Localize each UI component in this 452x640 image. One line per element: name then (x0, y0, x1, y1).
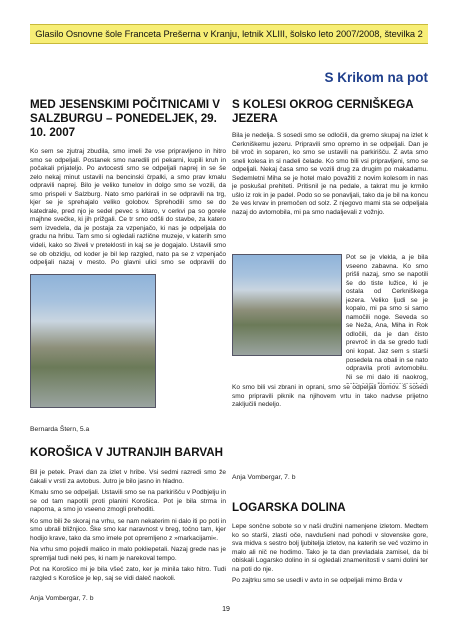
article-title: MED JESENSKIMI POČITNICAMI V SALZBURGU – PONEDELJEK, 29. 10. 2007 (30, 98, 221, 139)
article-korosica (30, 446, 226, 460)
paragraph: Pot na Korošico mi je bila všeč zato, ker je minila tako hitro. Tudi razgled s Korošice je lep, saj se vidi daleč naokoli. (30, 566, 226, 583)
paragraph: Ko sem se zjutraj zbudila, smo imeli že vse pripravljeno in hitro smo se odpeljali. Postanek smo naredili pri pekarni, kupili kruh in počakali prijateljo. Po avtocesti smo se odpeljali naprej in se še zelo nekaj minut ustavili na bencinski črpalki, a smo prav kmalu odpravili naprej. Bilo je veliko tunelov in dolgo smo se vozili, da smo prispeli v Salzburg. Nato smo parkirali in se odpravili na trg, kjer se je sprehajalo veliko golobov. Sprehodili smo se do katedrale, pred njo je sedel pevec s kitaro, v cerkvi pa so gorele majhne svečke, ki jih prižgali. Ce tr smo odšli do stavbe, za katero sem izvedela, da je postaja za vzpenjačo, ki nas je odpeljala do gradu na hribu. Tam smo si ogledali različne muzeje, v katerih smo videli, kako so živeli v preteklosti in kaj se je dogajalo. Ustavili smo se ob obzidju, od koder je bil lep razgled, nato pa se z vzpenjačo odpeljali nazaj v mesto. Po glavni ulici smo se odpravili do (30, 148, 226, 267)
paragraph: Bila je nedelja. S sosedi smo se odločili, da gremo skupaj na izlet k Cerkniškemu jezeru. Pripravili smo opremo in se odpeljali. Dan je bil vroč in soparen, ko smo se ustavili na parkirišču. Z avta smo sneli kolesa in si nadeli čelade. Ko smo bili vsi pripravljeni, smo se odpeljali. Nekaj časa smo se vozili drug za drugim po makadamu. Sedemletni Miha se je hotel malo považiti z novim kolesom in nas je poskušal prehiteti. Pritisnil je na pedale, a takrat mu je krmilo ušlo iz rok in je padel. Podo so se ponavljali, tako da je bil na koncu že ves krvav in premočen od solz. Z njegovo mami sta se odpeljala nazaj do avtomobila, mi pa smo nadaljevali z vožnjo. (232, 132, 428, 216)
paragraph: Ko smo bili vsi zbrani in oprani, smo se odpeljali domov. S sosedi smo pripravili piknik na njihovem vrtu in tako nadvse prijetno zaključili nedeljo. (232, 384, 428, 409)
article-korosica-body (30, 469, 226, 587)
photo-mountain-landscape (30, 274, 156, 408)
author-line: Bernarda Štern, 5.a (30, 426, 90, 433)
author-line: Anja Vombergar, 7. b (30, 595, 94, 602)
paragraph: Bil je petek. Pravi dan za izlet v hribe. Vsi sedmi razredi smo že čakali v vrsti za avtobus. Jutro je bilo jasno in hladno. (30, 469, 226, 485)
section-title: S Krikom na pot (324, 70, 428, 85)
article-logarska (232, 501, 428, 515)
author-line: Anja Vombergar, 7. b (232, 474, 296, 481)
article-logarska-body (232, 523, 428, 589)
paragraph: Kmalu smo se odpeljali. Ustavili smo se na parkirišču v Podbjelju in se od tam napotili proti planini Korošica. Pot je bila strma in naporna, a smo jo vseeno zmogli prehoditi. (30, 489, 226, 514)
article-title: S KOLESI OKROG CERNIŠKEGA JEZERA (232, 98, 414, 125)
article-cerknica-end (232, 384, 428, 413)
paragraph: Na vrhu smo pojedli malico in malo pokliepetali. Nazaj grede nas je spremljal tudi neki pes, ki nam je narekoval tempo. (30, 546, 226, 562)
paragraph: Po zajtrku smo se usedli v avto in se odpeljali mimo Brda v (232, 577, 403, 585)
article-salzburg (30, 98, 226, 140)
paragraph: Ko smo bili že skoraj na vrhu, se nam nekaterim ni dalo iti po poti in smo ubrali bližnjico. Ške smo kar naravnost v breg, točno tam, kjer hodijo krave, tako da smo imele pot opremljeno z »markacijami«. (30, 517, 226, 542)
newspaper-header: Glasilo Osnovne šole Franceta Prešerna v Kranju, letnik XLIII, šolsko leto 2007/2008, številka 2 (30, 24, 428, 44)
article-cerknica-wrap (346, 254, 428, 384)
article-cerknica-body (232, 132, 428, 220)
page-number: 19 (222, 606, 230, 613)
article-title: KOROŠICA V JUTRANJIH BARVAH (30, 446, 224, 459)
paragraph: Pot se je vlekla, a je bila vseeno zabavna. Ko smo prišli nazaj, smo se napotili še do tiste lužice, ki je ostala od Cerkniškega jezera. Veliko ljudi se je kopalo, mi pa smo si samo namočili noge. Seveda so se Neža, Ana, Miha in Rok odločili, da je dan čisto prevroč in da se gredo tudi oni kopat. Jaz sem s starši posedela na obali in se nato odpravila proti avtomobilu. Ni se mi dalo iti naokrog, (346, 254, 428, 381)
article-cerknica (232, 98, 428, 126)
photo-lake (232, 254, 342, 356)
article-title: LOGARSKA DOLINA (232, 501, 346, 514)
article-salzburg-body-top (30, 148, 226, 271)
paragraph: Lepe sončne sobote so v naši družini namenjene izletom. Medtem ko so starši, zlasti oče, navdušeni nad pohodi v slovenske gore, sva midva s sestro bolj ljubitelja izletov, na katerih se več vozimo in malo ali nič ne hodimo. Tako je ta dan prevladala zamisel, da bi obiskali Logarsko dolino in si ogledali znamenitosti v sami dolini ter na poti do nje. (232, 523, 428, 573)
